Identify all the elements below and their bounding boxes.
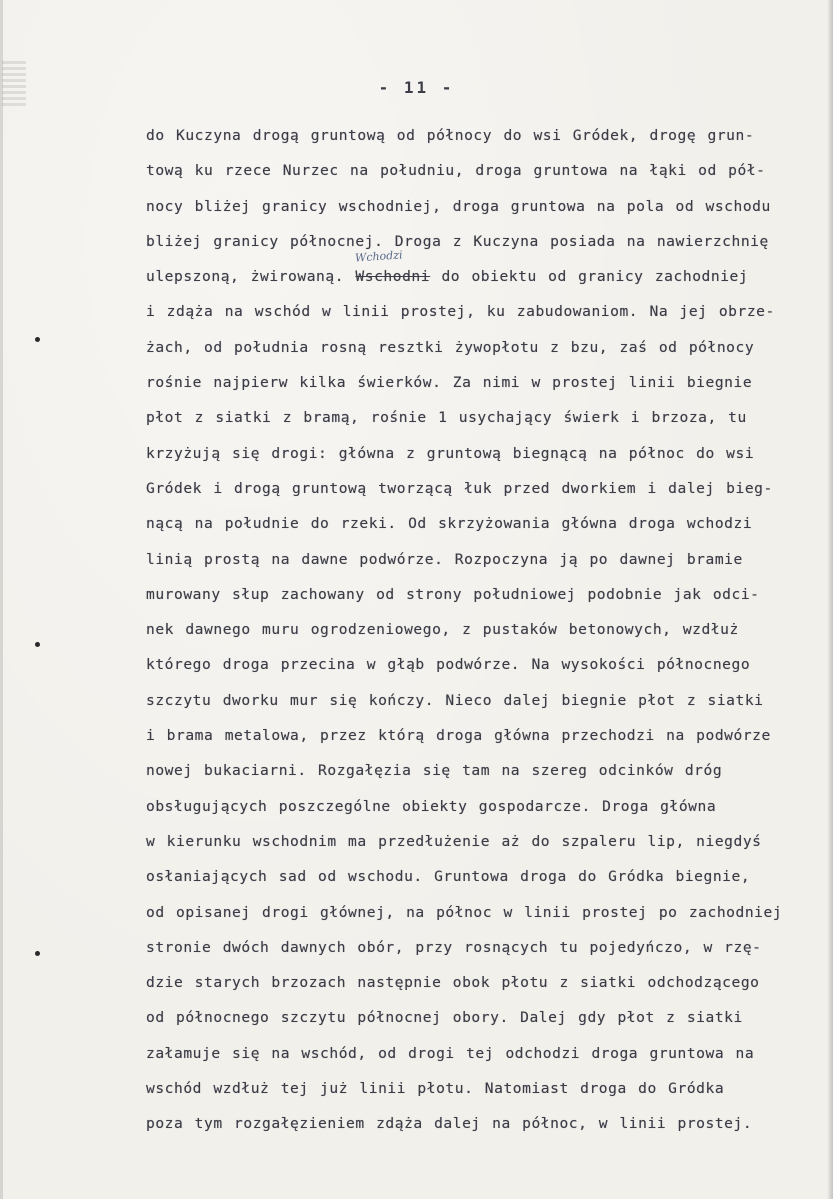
text-line: wschód wzdłuż tej już linii płotu. Natomiast droga do Gródka	[146, 1080, 725, 1098]
text-line: i brama metalowa, przez którą droga główna przechodzi na podwórze	[146, 727, 771, 745]
text-line: którego droga przecina w głąb podwórze. Na wysokości północnego	[146, 656, 751, 674]
text-line: żach, od południa rosną resztki żywopłotu z bzu, zaś od północy	[146, 338, 755, 356]
binding-mark	[35, 642, 40, 647]
text-segment: do obiektu od granicy zachodniej	[441, 268, 749, 286]
text-line: osłaniających sad od wschodu. Gruntowa droga do Gródka biegnie,	[146, 868, 751, 886]
text-line: nowej bukaciarni. Rozgałęzia się tam na szereg odcinków dróg	[146, 762, 723, 780]
page-right-edge	[827, 0, 833, 1199]
text-line: w kierunku wschodnim ma przedłużenie aż do szpaleru lip, niegdyś	[146, 832, 762, 850]
correction	[355, 248, 431, 294]
text-line: tową ku rzece Nurzec na południu, droga gruntowa na łąki od pół-	[146, 162, 766, 180]
text-line: i zdąża na wschód w linii prostej, ku zabudowaniom. Na jej obrze-	[146, 303, 775, 321]
text-line: poza tym rozgałęzieniem zdąża dalej na północ, w linii prostej.	[146, 1115, 753, 1133]
text-line: do Kuczyna drogą gruntową od północy do wsi Gródek, drogę grun-	[146, 127, 755, 144]
text-line: dzie starych brzozach następnie obok płotu z siatki odchodzącego	[146, 974, 760, 992]
page-left-edge	[0, 0, 3, 1199]
text-line: nocy bliżej granicy wschodniej, droga gruntowa na pola od wschodu	[146, 197, 771, 215]
text-line: linią prostą na dawne podwórze. Rozpoczyna ją po dawnej bramie	[146, 550, 743, 568]
text-line: nącą na południe do rzeki. Od skrzyżowania główna droga wchodzi	[146, 515, 753, 533]
typewritten-body	[146, 118, 826, 1142]
text-line: krzyżują się drogi: główna z gruntową biegnącą na północ do wsi	[146, 444, 755, 462]
text-line: od opisanej drogi głównej, na północ w linii prostej po zachodniej	[146, 903, 783, 921]
page-number: - 11 -	[378, 78, 455, 97]
text-line: murowany słup zachowany od strony południowej podobnie jak odci-	[146, 585, 760, 603]
text-segment: ulepszoną, żwirowaną.	[146, 268, 345, 286]
text-line: bliżej granicy północnej. Droga z Kuczyna posiada na nawierzchnię	[146, 232, 769, 250]
handwritten-insertion: Wchodzi	[355, 248, 404, 265]
text-line: rośnie najpierw kilka świerków. Za nimi w prostej linii biegnie	[146, 374, 753, 392]
binding-mark	[35, 337, 40, 342]
text-line: obsługujących poszczególne obiekty gospodarcze. Droga główna	[146, 797, 717, 815]
text-line: stronie dwóch dawnych obór, przy rosnących tu pojedyńczo, w rzę-	[146, 938, 762, 956]
text-line: nek dawnego muru ogrodzeniowego, z pustaków betonowych, wzdłuż	[146, 621, 739, 639]
text-line-with-correction	[146, 248, 826, 294]
struck-word: Wschodni	[355, 268, 431, 286]
text-line: Gródek i drogą gruntową tworzącą łuk przed dworkiem i dalej bieg-	[146, 479, 773, 497]
text-line: od północnego szczytu północnej obory. Dalej gdy płot z siatki	[146, 1009, 743, 1027]
text-line: załamuje się na wschód, od drogi tej odchodzi droga gruntowa na	[146, 1044, 755, 1062]
text-line: szczytu dworku mur się kończy. Nieco dalej biegnie płot z siatki	[146, 691, 764, 709]
binding-mark	[35, 951, 40, 956]
text-line: płot z siatki z bramą, rośnie 1 usychający świerk i brzoza, tu	[146, 409, 747, 427]
